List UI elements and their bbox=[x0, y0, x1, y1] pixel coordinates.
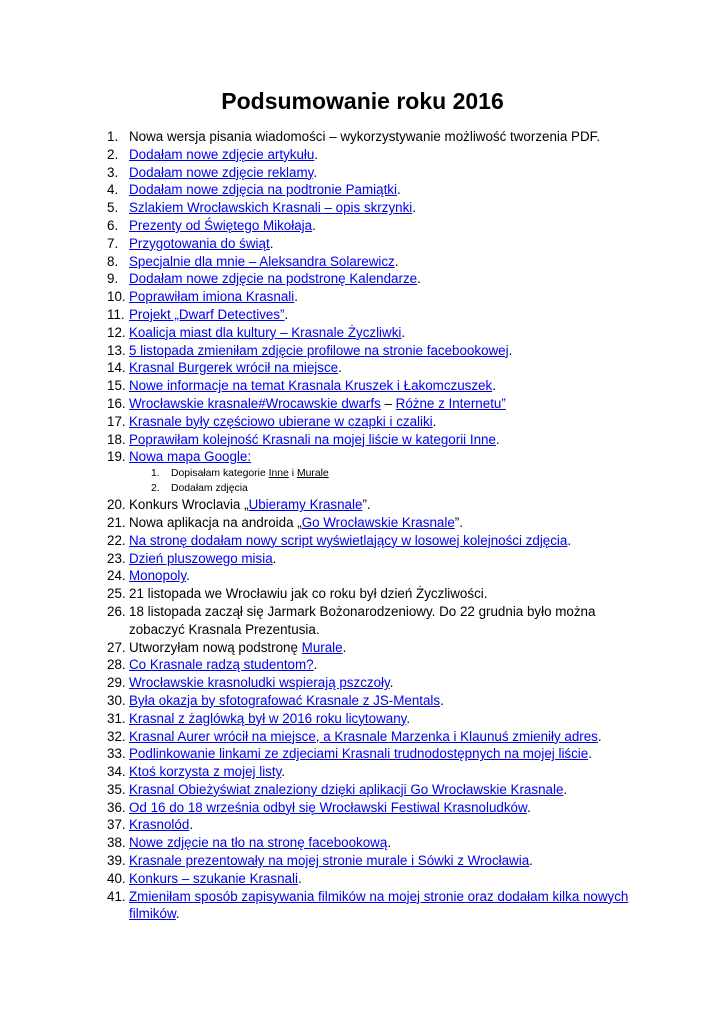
item-link[interactable]: Co Krasnale radzą studentom? bbox=[129, 657, 314, 673]
item-number: 20. bbox=[107, 497, 126, 513]
list-item bbox=[107, 288, 647, 306]
item-number: 14. bbox=[107, 360, 126, 376]
item-body bbox=[129, 165, 317, 180]
list-item bbox=[107, 128, 647, 146]
list-item bbox=[107, 306, 647, 324]
item-body bbox=[129, 675, 393, 690]
item-body bbox=[129, 396, 506, 411]
item-link[interactable]: Nowe informacje na temat Krasnala Kruszek i Łakomczuszek bbox=[129, 378, 493, 394]
item-text: . bbox=[401, 324, 406, 340]
list-item bbox=[107, 377, 647, 395]
item-number: 12. bbox=[107, 324, 126, 340]
item-text: . bbox=[186, 568, 190, 584]
item-body bbox=[129, 835, 391, 850]
list-item bbox=[107, 692, 647, 710]
item-text: . bbox=[440, 692, 444, 708]
item-body bbox=[129, 449, 251, 464]
item-number: 1. bbox=[107, 129, 119, 144]
item-text: . bbox=[417, 271, 421, 287]
item-text: Nowa wersja pisania wiadomości – wykorzystywanie możliwość tworzenia PDF. bbox=[129, 129, 601, 144]
list-item bbox=[107, 567, 647, 585]
item-text: . bbox=[297, 870, 302, 886]
item-number: 19. bbox=[107, 449, 126, 465]
item-link[interactable]: Dodałam nowe zdjęcie na podstronę Kalendarze bbox=[129, 271, 418, 287]
list-item bbox=[107, 413, 647, 431]
item-number: 13. bbox=[107, 342, 126, 358]
sub-list-item bbox=[151, 466, 647, 481]
item-link[interactable]: Krasnal Burgerek wrócił na miejsce bbox=[129, 360, 339, 376]
sub-item-number: 1. bbox=[151, 468, 160, 480]
item-text: . bbox=[189, 817, 194, 833]
item-number: 17. bbox=[107, 413, 126, 429]
item-link[interactable]: Prezenty od Świętego Mikołaja bbox=[129, 217, 313, 233]
item-body bbox=[129, 200, 416, 215]
list-item bbox=[107, 431, 647, 449]
item-text: ”. bbox=[362, 497, 371, 513]
item-link[interactable]: Różne z Internetu” bbox=[395, 395, 506, 411]
item-text: . bbox=[567, 532, 572, 548]
sub-list bbox=[129, 466, 647, 496]
list-item bbox=[107, 532, 647, 550]
item-link[interactable]: Nowa mapa Google: bbox=[129, 449, 252, 465]
item-link[interactable]: Krasnal Aurer wrócił na miejsce, a Krasnale Marzenka i Klaunuś zmieniły adres bbox=[129, 728, 598, 744]
item-body bbox=[129, 325, 405, 340]
list-item bbox=[107, 181, 647, 199]
item-body bbox=[129, 729, 602, 744]
item-body bbox=[129, 414, 436, 429]
item-text: . bbox=[342, 639, 347, 655]
list-item bbox=[107, 834, 647, 852]
item-text: . bbox=[396, 182, 401, 198]
list-item bbox=[107, 253, 647, 271]
item-number: 11. bbox=[107, 306, 125, 322]
item-number: 8. bbox=[107, 253, 119, 269]
item-text: . bbox=[338, 360, 342, 376]
item-text: Dodałam zdjęcia bbox=[171, 483, 248, 495]
item-text: 18 listopada zaczął się Jarmark Bożonarodzeniowy. Do 22 grudnia było można zobaczyć Krasnala Prezentusia. bbox=[129, 603, 596, 637]
item-number: 15. bbox=[107, 378, 126, 394]
list-item bbox=[107, 164, 647, 182]
list-item bbox=[107, 324, 647, 342]
item-number: 24. bbox=[107, 568, 126, 584]
item-number: 2. bbox=[107, 146, 119, 162]
item-link[interactable]: Dodałam nowe zdjęcie artykułu bbox=[129, 146, 315, 162]
item-link[interactable]: Go Wrocławskie Krasnale bbox=[301, 514, 455, 530]
item-body bbox=[129, 432, 500, 447]
item-body bbox=[129, 657, 317, 672]
item-text: Utworzyłam nową podstronę bbox=[129, 639, 302, 655]
item-text: . bbox=[563, 781, 568, 797]
item-text: . bbox=[394, 253, 399, 269]
list-item bbox=[107, 550, 647, 568]
item-number: 32. bbox=[107, 728, 126, 744]
item-body bbox=[129, 889, 628, 922]
item-link[interactable]: Projekt „Dwarf Detectives” bbox=[129, 306, 285, 322]
item-text: . bbox=[284, 306, 289, 322]
item-body bbox=[129, 271, 421, 286]
item-text: Dopisałam kategorie bbox=[171, 468, 269, 480]
item-text: . bbox=[272, 550, 277, 566]
item-body bbox=[129, 289, 298, 304]
item-link[interactable]: Murale bbox=[296, 468, 329, 480]
list-item bbox=[107, 342, 647, 360]
item-body bbox=[129, 129, 600, 144]
item-text: Nowa aplikacja na androida „ bbox=[129, 514, 302, 530]
item-link[interactable]: Murale bbox=[301, 639, 343, 655]
item-text: . bbox=[406, 710, 411, 726]
item-link[interactable]: Była okazja by sfotografować Krasnale z JS-Mentals bbox=[129, 692, 441, 708]
item-number: 10. bbox=[107, 289, 126, 305]
list-item bbox=[107, 763, 647, 781]
item-body bbox=[129, 586, 487, 601]
list-item bbox=[107, 656, 647, 674]
item-link[interactable]: Szlakiem Wrocławskich Krasnali – opis skrzynki bbox=[129, 200, 413, 216]
list-item bbox=[107, 816, 647, 834]
item-text: . bbox=[412, 200, 417, 216]
item-number: 25. bbox=[107, 586, 126, 602]
item-body bbox=[129, 307, 288, 322]
item-link[interactable]: Konkurs – szukanie Krasnali bbox=[129, 870, 298, 886]
list-item bbox=[107, 728, 647, 746]
item-body bbox=[129, 378, 496, 393]
item-body bbox=[129, 640, 346, 655]
sub-item-number: 2. bbox=[151, 483, 160, 495]
item-body bbox=[129, 782, 567, 797]
item-text: . bbox=[175, 906, 180, 922]
item-link[interactable]: Poprawiłam imiona Krasnali bbox=[129, 289, 295, 305]
item-link[interactable]: Ktoś korzysta z mojej listy bbox=[129, 764, 282, 780]
item-link[interactable]: Inne bbox=[268, 468, 289, 480]
item-body bbox=[129, 817, 193, 832]
item-link[interactable]: Krasnal z żaglówką był w 2016 roku licytowany bbox=[129, 710, 407, 726]
item-text: . bbox=[508, 342, 513, 358]
item-text: i bbox=[288, 468, 297, 480]
item-body bbox=[129, 604, 595, 637]
list-item bbox=[107, 359, 647, 377]
item-number: 18. bbox=[107, 431, 126, 447]
item-body bbox=[129, 236, 273, 251]
item-number: 38. bbox=[107, 835, 126, 851]
item-number: 39. bbox=[107, 853, 126, 869]
list-item bbox=[107, 870, 647, 888]
item-body bbox=[129, 182, 401, 197]
item-body bbox=[129, 711, 410, 726]
item-body bbox=[129, 853, 533, 868]
item-link[interactable]: Nowe zdjęcie na tło na stronę facebookową bbox=[129, 835, 388, 851]
item-link[interactable]: Koalicja miast dla kultury – Krasnale Życzliwki bbox=[129, 324, 402, 340]
item-number: 27. bbox=[107, 639, 126, 655]
item-body bbox=[129, 764, 285, 779]
item-number: 26. bbox=[107, 603, 126, 619]
item-body bbox=[129, 568, 190, 583]
item-text: . bbox=[294, 289, 298, 305]
summary-list bbox=[107, 128, 647, 923]
list-item bbox=[107, 270, 647, 288]
list-item bbox=[107, 496, 647, 514]
list-item bbox=[107, 745, 647, 763]
item-link[interactable]: Dodałam nowe zdjęcie reklamy bbox=[129, 164, 314, 180]
item-number: 16. bbox=[107, 395, 126, 411]
page-title: Podsumowanie roku 2016 bbox=[221, 88, 504, 114]
item-body bbox=[129, 218, 316, 233]
item-link[interactable]: Podlinkowanie linkami ze zdjeciami Krasnali trudnodostępnych na mojej liście bbox=[129, 746, 589, 762]
item-number: 37. bbox=[107, 817, 126, 833]
list-item bbox=[107, 639, 647, 657]
item-number: 3. bbox=[107, 164, 119, 180]
item-text: . bbox=[597, 728, 602, 744]
item-text: . bbox=[389, 675, 394, 691]
item-text: 21 listopada we Wrocławiu jak co roku był dzień Życzliwości. bbox=[129, 586, 488, 602]
list-item bbox=[107, 514, 647, 532]
item-text: . bbox=[269, 235, 274, 251]
list-item bbox=[107, 852, 647, 870]
item-body bbox=[129, 360, 342, 375]
item-body bbox=[129, 871, 302, 886]
item-link[interactable]: Krasnale prezentowały na mojej stronie murale i Sówki z Wrocławia bbox=[129, 853, 530, 869]
list-item bbox=[107, 448, 647, 496]
item-number: 7. bbox=[107, 235, 119, 251]
item-number: 36. bbox=[107, 799, 126, 815]
item-body bbox=[129, 515, 463, 530]
item-body bbox=[129, 551, 276, 566]
sub-list-item bbox=[151, 481, 647, 496]
item-text: . bbox=[495, 431, 500, 447]
item-link[interactable]: Poprawiłam kolejność Krasnali na mojej liście w kategorii Inne bbox=[129, 431, 496, 447]
item-text: Konkurs Wroclavia „ bbox=[129, 497, 249, 513]
item-link[interactable]: Ubieramy Krasnale bbox=[248, 497, 363, 513]
item-number: 35. bbox=[107, 781, 126, 797]
list-item bbox=[107, 395, 647, 413]
item-link[interactable]: Przygotowania do świąt bbox=[129, 235, 270, 251]
item-number: 9. bbox=[107, 271, 119, 287]
item-link[interactable]: Wrocławskie krasnoludki wspierają pszczoły bbox=[129, 675, 390, 691]
item-text: – bbox=[380, 395, 396, 411]
item-link[interactable]: Dzień pluszowego misia bbox=[129, 550, 273, 566]
item-number: 30. bbox=[107, 692, 126, 708]
item-body bbox=[129, 533, 571, 548]
item-link[interactable]: 5 listopada zmieniłam zdjęcie profilowe na stronie facebookowej bbox=[129, 342, 509, 358]
list-item bbox=[107, 781, 647, 799]
item-body bbox=[129, 343, 512, 358]
item-link[interactable]: Monopoly bbox=[129, 568, 187, 584]
item-link[interactable]: Od 16 do 18 września odbył się Wrocławski Festiwal Krasnoludków bbox=[129, 799, 527, 815]
list-item bbox=[107, 799, 647, 817]
item-number: 28. bbox=[107, 657, 126, 673]
item-number: 41. bbox=[107, 888, 126, 904]
item-body bbox=[129, 800, 531, 815]
item-body bbox=[129, 254, 398, 269]
item-text: . bbox=[492, 378, 496, 394]
item-link[interactable]: Dodałam nowe zdjęcia na podtronie Pamiątki bbox=[129, 182, 397, 198]
list-item bbox=[107, 710, 647, 728]
item-text: . bbox=[313, 164, 318, 180]
item-text: ”. bbox=[454, 514, 463, 530]
list-item bbox=[107, 217, 647, 235]
item-number: 21. bbox=[107, 514, 126, 530]
item-number: 22. bbox=[107, 532, 126, 548]
item-link[interactable]: Wrocławskie krasnale#Wrocawskie dwarfs bbox=[129, 395, 381, 411]
item-number: 40. bbox=[107, 870, 126, 886]
item-link[interactable]: Specjalnie dla mnie – Aleksandra Solarewicz bbox=[129, 253, 395, 269]
list-item bbox=[107, 674, 647, 692]
item-body bbox=[129, 497, 371, 512]
item-number: 5. bbox=[107, 200, 119, 216]
item-body bbox=[129, 746, 592, 761]
list-item bbox=[107, 235, 647, 253]
item-text: . bbox=[432, 413, 437, 429]
item-number: 23. bbox=[107, 550, 126, 566]
item-link[interactable]: Krasnal Obieżyświat znaleziony dzięki aplikacji Go Wrocławskie Krasnale bbox=[129, 781, 564, 797]
item-number: 31. bbox=[107, 710, 126, 726]
item-number: 6. bbox=[107, 217, 119, 233]
item-number: 33. bbox=[107, 746, 126, 762]
item-text: . bbox=[529, 853, 533, 869]
list-item bbox=[107, 585, 647, 603]
item-number: 34. bbox=[107, 764, 126, 780]
item-number: 29. bbox=[107, 675, 126, 691]
list-item bbox=[107, 146, 647, 164]
item-body bbox=[129, 147, 318, 162]
item-text: . bbox=[281, 764, 286, 780]
list-item bbox=[107, 888, 647, 924]
item-text: . bbox=[588, 746, 592, 762]
list-item bbox=[107, 199, 647, 217]
item-body bbox=[129, 693, 444, 708]
item-text: . bbox=[313, 657, 318, 673]
item-link[interactable]: Zmieniłam sposób zapisywania filmików na mojej stronie oraz dodałam kilka nowych filmików bbox=[129, 888, 629, 922]
item-number: 4. bbox=[107, 182, 119, 198]
item-link[interactable]: Krasnale były częściowo ubierane w czapki i czaliki bbox=[129, 413, 433, 429]
item-text: . bbox=[314, 146, 319, 162]
item-link[interactable]: Na stronę dodałam nowy script wyświetlający w losowej kolejności zdjęcia bbox=[129, 532, 568, 548]
item-text: . bbox=[526, 799, 531, 815]
list-item bbox=[107, 603, 647, 639]
item-text: . bbox=[387, 835, 392, 851]
item-text: . bbox=[312, 217, 316, 233]
item-link[interactable]: Krasnolód bbox=[129, 817, 190, 833]
